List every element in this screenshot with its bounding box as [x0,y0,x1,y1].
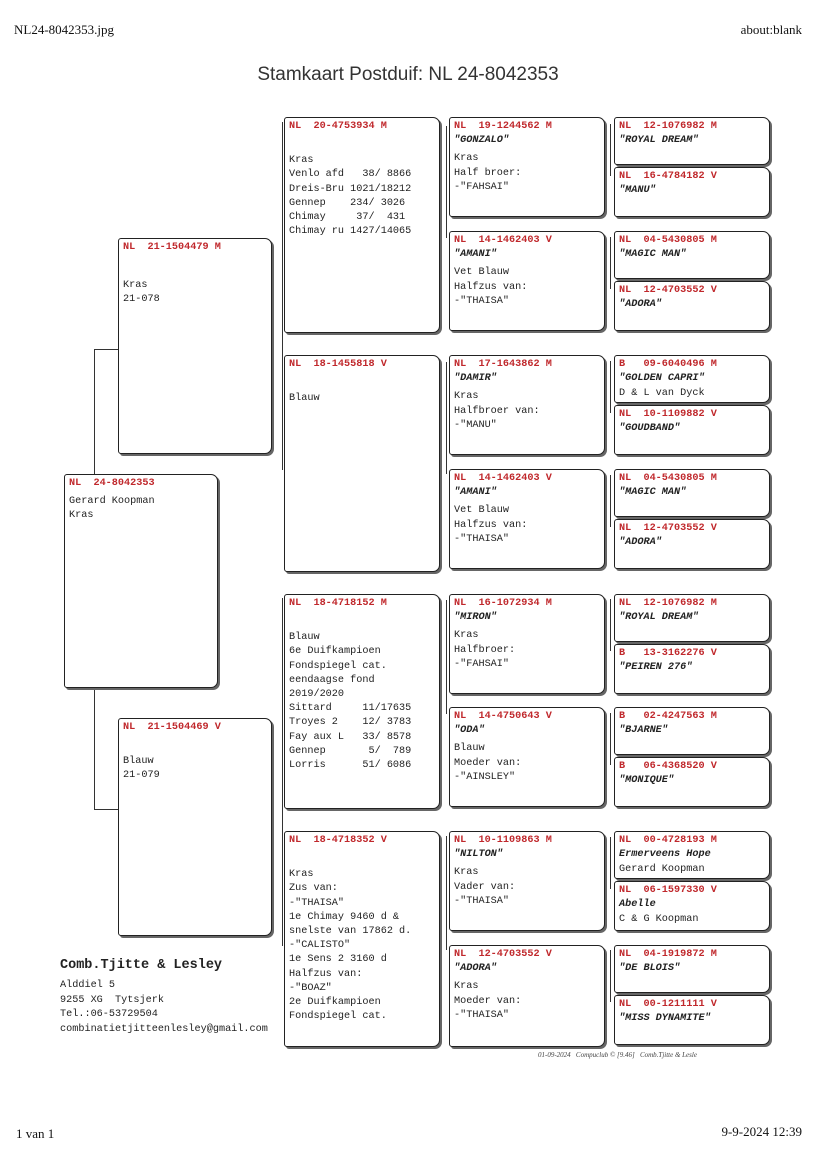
pigeon-details: Blauw [289,393,320,405]
pigeon-details: Kras Moeder van: -"THAISA" [454,981,522,1021]
pigeon-card-great-grandparent [449,945,605,1047]
connector-line [282,122,283,470]
pigeon-name: "ADORA" [619,537,662,549]
ring-number: NL 14-1462403 V [454,235,552,246]
pigeon-card-great-grandparent [449,117,605,217]
ring-number: NL 18-4718352 V [289,835,387,846]
ring-number: NL 12-4703552 V [619,285,717,296]
pigeon-name: "DE BLOIS" [619,963,681,975]
pigeon-name: "MONIQUE" [619,775,675,787]
connector-line [94,349,119,350]
connector-line [610,124,611,176]
connector-line [610,713,611,765]
ring-number: NL 21-1504479 M [123,242,221,253]
pigeon-card-grandparent [284,355,440,572]
pigeon-name: "GOLDEN CAPRI" [619,373,705,385]
pigeon-card-ancestor [614,644,770,694]
connector-line [446,362,447,474]
page-url: about:blank [740,22,802,37]
ring-number: NL 12-1076982 M [619,598,717,609]
page-count: 1 van 1 [16,1126,55,1141]
pigeon-breeder: Gerard Koopman [619,864,705,876]
pigeon-name: "DAMIR" [454,373,497,385]
ring-number: NL 14-1462403 V [454,473,552,484]
pigeon-name: "GONZALO" [454,135,510,147]
ring-number: NL 06-1597330 V [619,885,717,896]
ring-number: B 09-6040496 M [619,359,717,370]
ring-number: NL 24-8042353 [69,478,155,489]
pigeon-card-ancestor [614,167,770,217]
owner-address: Alddiel 5 [60,980,116,991]
ring-number: NL 17-1643862 M [454,359,552,370]
pigeon-breeder: C & G Koopman [619,914,699,926]
pigeon-details: Kras Vader van: -"THAISA" [454,867,516,907]
pigeon-card-great-grandparent [449,469,605,569]
ring-number: B 02-4247563 M [619,711,717,722]
pigeon-card-ancestor [614,707,770,755]
pigeon-card-ancestor [614,281,770,331]
pigeon-name: "MANU" [619,185,656,197]
print-datetime: 9-9-2024 12:39 [721,1124,802,1139]
pigeon-card-grandparent [284,594,440,809]
pigeon-card-ancestor [614,594,770,642]
ring-number: NL 16-1072934 M [454,598,552,609]
ring-number: NL 12-4703552 V [454,949,552,960]
owner-block [60,958,268,1037]
pigeon-card-ancestor [614,881,770,931]
connector-line [610,599,611,651]
pigeon-card-ancestor [614,117,770,165]
pigeon-name: "ROYAL DREAM" [619,612,699,624]
pigeon-name: "PEIREN 276" [619,662,693,674]
connector-line [610,361,611,413]
owner-email: combinatietjitteenlesley@gmail.com [60,1023,268,1035]
pigeon-card-ancestor [614,469,770,517]
pigeon-name: "GOUDBAND" [619,423,681,435]
connector-line [610,475,611,527]
pigeon-card-great-grandparent [449,594,605,694]
pigeon-card-ancestor [614,231,770,279]
connector-line [446,600,447,714]
pigeon-name: Ermerveens Hope [619,849,711,861]
ring-number: NL 20-4753934 M [289,121,387,132]
ring-number: NL 12-1076982 M [619,121,717,132]
ring-number: NL 04-5430805 M [619,473,717,484]
ring-number: B 06-4368520 V [619,761,717,772]
ring-number: NL 00-4728193 M [619,835,717,846]
ring-number: NL 18-1455818 V [289,359,387,370]
connector-line [446,836,447,950]
pigeon-details: Vet Blauw Halfzus van: -"THAISA" [454,267,528,307]
pigeon-card-ancestor [614,519,770,569]
pigeon-name: "BJARNE" [619,725,668,737]
pigeon-card-sire [118,238,272,454]
pigeon-card-dam [118,718,272,936]
ring-number: NL 04-1919872 M [619,949,717,960]
pigeon-breeder: D & L van Dyck [619,388,705,400]
pigeon-card-great-grandparent [449,355,605,455]
ring-number: NL 16-4784182 V [619,171,717,182]
pigeon-details: Gerard Koopman Kras [69,496,155,522]
pigeon-name: "AMANI" [454,487,497,499]
pigeon-name: "ODA" [454,725,485,737]
pigeon-name: "NILTON" [454,849,503,861]
pigeon-name: "ADORA" [454,963,497,975]
file-name: NL24-8042353.jpg [14,22,115,37]
ring-number: NL 00-1211111 V [619,999,717,1010]
ring-number: NL 21-1504469 V [123,722,221,733]
pigeon-name: "MAGIC MAN" [619,487,687,499]
ring-number: NL 14-4750643 V [454,711,552,722]
pigeon-details: Kras 21-078 [123,280,160,306]
pigeon-card-ancestor [614,945,770,993]
pigeon-card-subject [64,474,218,688]
owner-name: Comb.Tjitte & Lesley [60,958,223,973]
pigeon-details: Blauw Moeder van: -"AINSLEY" [454,743,522,783]
pigeon-details: Kras Zus van: -"THAISA" 1e Chimay 9460 d & snelste van 17862 d. -"CALISTO" 1e Sens 2 3160 d Halfzus van: -"BOAZ" 2e Duifkampioen Fondspiegel cat. [289,869,412,1023]
pigeon-card-grandparent [284,117,440,333]
connector-line [610,950,611,1002]
pigeon-details: Kras Half broer: -"FAHSAI" [454,153,522,193]
connector-line [282,598,283,946]
connector-line [94,809,119,810]
pigeon-card-great-grandparent [449,707,605,807]
pigeon-name: Abelle [619,899,656,911]
pigeon-card-ancestor [614,831,770,879]
connector-line [610,237,611,289]
ring-number: NL 12-4703552 V [619,523,717,534]
pigeon-details: Vet Blauw Halfzus van: -"THAISA" [454,505,528,545]
pigeon-name: "AMANI" [454,249,497,261]
owner-postcode-city: 9255 XG Tytsjerk [60,994,164,1006]
pigeon-details: Kras Venlo afd 38/ 8866 Dreis-Bru 1021/18212 Gennep 234/ 3026 Chimay 37/ 431 Chimay ru 1427/14065 [289,155,412,238]
pigeon-details: Blauw 6e Duifkampioen Fondspiegel cat. eendaagse fond 2019/2020 Sittard 11/17635 Troyes 2 12/ 3783 Fay aux L 33/ 8578 Gennep 5/ 789 Lorris 51/ 6086 [289,632,412,772]
pigeon-card-ancestor [614,405,770,455]
pigeon-name: "MIRON" [454,612,497,624]
ring-number: NL 19-1244562 M [454,121,552,132]
pigeon-name: "ROYAL DREAM" [619,135,699,147]
pigeon-details: Kras Halfbroer: -"FAHSAI" [454,630,516,670]
pigeon-card-great-grandparent [449,831,605,931]
pigeon-card-great-grandparent [449,231,605,331]
ring-number: NL 10-1109863 M [454,835,552,846]
ring-number: NL 18-4718152 M [289,598,387,609]
pigeon-card-ancestor [614,355,770,403]
owner-phone: Tel.:06-53729504 [60,1009,158,1020]
pigeon-card-ancestor [614,995,770,1045]
ring-number: NL 04-5430805 M [619,235,717,246]
pigeon-details: Kras Halfbroer van: -"MANU" [454,391,540,431]
ring-number: NL 10-1109882 V [619,409,717,420]
pigeon-card-ancestor [614,757,770,807]
pigeon-name: "ADORA" [619,299,662,311]
page-title: Stamkaart Postduif: NL 24-8042353 [257,64,559,85]
pigeon-name: "MAGIC MAN" [619,249,687,261]
connector-line [446,126,447,238]
pigeon-details: Blauw 21-079 [123,756,160,782]
ring-number: B 13-3162276 V [619,648,717,659]
pigeon-name: "MISS DYNAMITE" [619,1013,711,1025]
print-footer-note: 01-09-2024 Compuclub © [9.46] Comb.Tjitte & Lesle [538,1051,697,1059]
pigeon-card-grandparent [284,831,440,1047]
connector-line [610,837,611,889]
